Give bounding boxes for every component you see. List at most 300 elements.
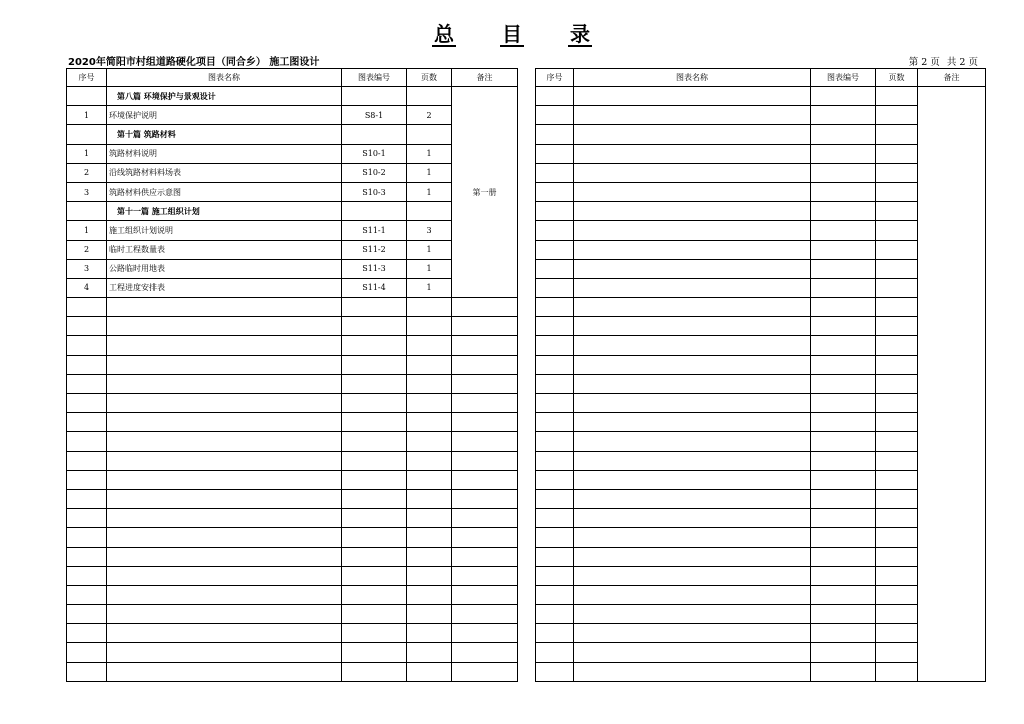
empty-cell bbox=[407, 547, 452, 566]
empty-cell bbox=[107, 451, 342, 470]
empty-cell bbox=[67, 374, 107, 393]
empty-cell bbox=[876, 163, 918, 182]
empty-cell bbox=[811, 566, 876, 585]
code-cell: S10-1 bbox=[342, 144, 407, 163]
empty-cell bbox=[342, 585, 407, 604]
empty-cell bbox=[574, 355, 811, 374]
empty-cell bbox=[452, 355, 518, 374]
code-cell bbox=[342, 202, 407, 221]
table-row bbox=[67, 605, 518, 624]
empty-cell bbox=[452, 489, 518, 508]
empty-cell bbox=[407, 355, 452, 374]
table-row bbox=[67, 278, 518, 297]
empty-cell bbox=[536, 624, 574, 643]
table-row bbox=[67, 240, 518, 259]
empty-cell bbox=[876, 144, 918, 163]
table-row bbox=[67, 547, 518, 566]
empty-cell bbox=[342, 662, 407, 681]
empty-cell bbox=[452, 470, 518, 489]
empty-cell bbox=[574, 509, 811, 528]
header-name: 图表名称 bbox=[107, 69, 342, 87]
empty-cell bbox=[876, 451, 918, 470]
empty-cell bbox=[342, 336, 407, 355]
empty-cell bbox=[342, 298, 407, 317]
empty-cell bbox=[407, 317, 452, 336]
empty-cell bbox=[574, 489, 811, 508]
empty-cell bbox=[107, 547, 342, 566]
empty-cell bbox=[574, 87, 811, 106]
empty-cell bbox=[876, 106, 918, 125]
empty-cell bbox=[536, 643, 574, 662]
empty-cell bbox=[107, 624, 342, 643]
section-title: 第十一篇 施工组织计划 bbox=[107, 202, 342, 221]
empty-cell bbox=[876, 413, 918, 432]
empty-cell bbox=[67, 566, 107, 585]
empty-cell bbox=[876, 87, 918, 106]
table-row bbox=[67, 317, 518, 336]
empty-cell bbox=[342, 451, 407, 470]
pages-cell: 1 bbox=[407, 259, 452, 278]
empty-cell bbox=[67, 336, 107, 355]
table-row bbox=[67, 470, 518, 489]
table-row bbox=[67, 451, 518, 470]
code-cell: S10-3 bbox=[342, 182, 407, 201]
empty-cell bbox=[67, 547, 107, 566]
empty-cell bbox=[876, 547, 918, 566]
empty-cell bbox=[876, 662, 918, 681]
empty-cell bbox=[452, 585, 518, 604]
empty-cell bbox=[107, 374, 342, 393]
empty-cell bbox=[107, 566, 342, 585]
empty-cell bbox=[811, 547, 876, 566]
name-cell: 施工组织计划说明 bbox=[107, 221, 342, 240]
empty-cell bbox=[811, 182, 876, 201]
empty-cell bbox=[574, 336, 811, 355]
empty-cell bbox=[536, 394, 574, 413]
empty-cell bbox=[574, 394, 811, 413]
seq-cell: 1 bbox=[67, 221, 107, 240]
empty-cell bbox=[536, 240, 574, 259]
table-row bbox=[67, 144, 518, 163]
empty-cell bbox=[876, 221, 918, 240]
empty-cell bbox=[811, 278, 876, 297]
code-cell: S11-4 bbox=[342, 278, 407, 297]
empty-cell bbox=[536, 298, 574, 317]
empty-cell bbox=[536, 87, 574, 106]
empty-cell bbox=[536, 432, 574, 451]
empty-cell bbox=[342, 643, 407, 662]
empty-cell bbox=[876, 374, 918, 393]
empty-cell bbox=[342, 394, 407, 413]
empty-cell bbox=[407, 489, 452, 508]
seq-cell bbox=[67, 87, 107, 106]
empty-cell bbox=[574, 144, 811, 163]
empty-cell bbox=[811, 317, 876, 336]
seq-cell: 4 bbox=[67, 278, 107, 297]
code-cell: S11-1 bbox=[342, 221, 407, 240]
empty-cell bbox=[407, 413, 452, 432]
seq-cell: 3 bbox=[67, 259, 107, 278]
empty-cell bbox=[67, 355, 107, 374]
empty-cell bbox=[342, 509, 407, 528]
empty-cell bbox=[107, 662, 342, 681]
empty-cell bbox=[107, 470, 342, 489]
empty-cell bbox=[107, 528, 342, 547]
empty-cell bbox=[67, 432, 107, 451]
empty-cell bbox=[536, 566, 574, 585]
header-code: 图表编号 bbox=[342, 69, 407, 87]
empty-cell bbox=[811, 451, 876, 470]
table-row bbox=[67, 202, 518, 221]
empty-cell bbox=[574, 221, 811, 240]
empty-cell bbox=[67, 413, 107, 432]
title-char: 总 bbox=[434, 22, 454, 46]
empty-cell bbox=[342, 566, 407, 585]
empty-cell bbox=[574, 643, 811, 662]
remark-cell: 第一册 bbox=[452, 87, 518, 298]
empty-cell bbox=[811, 585, 876, 604]
empty-cell bbox=[876, 624, 918, 643]
name-cell: 公路临时用地表 bbox=[107, 259, 342, 278]
empty-cell bbox=[452, 374, 518, 393]
empty-cell bbox=[536, 163, 574, 182]
empty-cell bbox=[811, 202, 876, 221]
empty-cell bbox=[407, 374, 452, 393]
empty-cell bbox=[107, 355, 342, 374]
table-row bbox=[67, 106, 518, 125]
empty-cell bbox=[342, 355, 407, 374]
empty-cell bbox=[407, 528, 452, 547]
empty-cell bbox=[536, 470, 574, 489]
empty-cell bbox=[536, 355, 574, 374]
empty-cell bbox=[342, 605, 407, 624]
empty-cell bbox=[452, 566, 518, 585]
table-row bbox=[67, 585, 518, 604]
empty-cell bbox=[107, 394, 342, 413]
empty-cell bbox=[811, 163, 876, 182]
empty-cell bbox=[67, 585, 107, 604]
empty-cell bbox=[452, 624, 518, 643]
empty-cell bbox=[574, 470, 811, 489]
empty-cell bbox=[876, 585, 918, 604]
empty-cell bbox=[452, 317, 518, 336]
empty-cell bbox=[536, 374, 574, 393]
catalog-table-right bbox=[535, 68, 986, 682]
empty-cell bbox=[342, 470, 407, 489]
empty-cell bbox=[574, 163, 811, 182]
table-row bbox=[67, 489, 518, 508]
code-cell bbox=[342, 87, 407, 106]
empty-cell bbox=[452, 394, 518, 413]
seq-cell: 3 bbox=[67, 182, 107, 201]
empty-cell bbox=[811, 144, 876, 163]
empty-cell bbox=[407, 509, 452, 528]
code-cell: S8-1 bbox=[342, 106, 407, 125]
empty-cell bbox=[342, 374, 407, 393]
table-row bbox=[67, 643, 518, 662]
project-title: 2020年简阳市村组道路硬化项目（同合乡） 施工图设计 bbox=[68, 57, 320, 68]
empty-cell bbox=[536, 585, 574, 604]
name-cell: 筑路材料说明 bbox=[107, 144, 342, 163]
empty-cell bbox=[452, 451, 518, 470]
pages-cell: 1 bbox=[407, 163, 452, 182]
pages-cell bbox=[407, 202, 452, 221]
empty-cell bbox=[811, 374, 876, 393]
empty-cell bbox=[876, 298, 918, 317]
code-cell: S10-2 bbox=[342, 163, 407, 182]
empty-cell bbox=[407, 432, 452, 451]
pages-cell: 2 bbox=[407, 106, 452, 125]
table-row bbox=[67, 355, 518, 374]
table-row bbox=[67, 87, 518, 106]
empty-cell bbox=[107, 317, 342, 336]
empty-cell bbox=[452, 413, 518, 432]
empty-cell bbox=[811, 106, 876, 125]
empty-cell bbox=[574, 624, 811, 643]
empty-cell bbox=[811, 605, 876, 624]
empty-cell bbox=[342, 624, 407, 643]
empty-cell bbox=[107, 509, 342, 528]
header-remark: 备注 bbox=[918, 69, 986, 87]
empty-cell bbox=[452, 509, 518, 528]
empty-cell bbox=[574, 585, 811, 604]
empty-cell bbox=[876, 202, 918, 221]
empty-cell bbox=[811, 240, 876, 259]
empty-cell bbox=[536, 202, 574, 221]
empty-cell bbox=[67, 605, 107, 624]
pages-cell: 1 bbox=[407, 240, 452, 259]
empty-cell bbox=[811, 662, 876, 681]
section-title: 第八篇 环境保护与景观设计 bbox=[107, 87, 342, 106]
code-cell: S11-2 bbox=[342, 240, 407, 259]
table-header-row bbox=[536, 69, 986, 87]
document-title bbox=[0, 22, 1024, 47]
empty-cell bbox=[536, 509, 574, 528]
empty-cell bbox=[876, 182, 918, 201]
empty-cell bbox=[407, 585, 452, 604]
empty-cell bbox=[811, 509, 876, 528]
empty-cell bbox=[452, 336, 518, 355]
empty-cell bbox=[536, 106, 574, 125]
header-seq: 序号 bbox=[67, 69, 107, 87]
empty-cell bbox=[876, 528, 918, 547]
empty-cell bbox=[107, 489, 342, 508]
header-remark: 备注 bbox=[452, 69, 518, 87]
empty-cell bbox=[574, 240, 811, 259]
empty-cell bbox=[452, 605, 518, 624]
empty-cell bbox=[574, 106, 811, 125]
section-title: 第十篇 筑路材料 bbox=[107, 125, 342, 144]
empty-cell bbox=[407, 394, 452, 413]
empty-cell bbox=[811, 643, 876, 662]
table-row bbox=[67, 394, 518, 413]
empty-cell bbox=[67, 489, 107, 508]
table-row bbox=[67, 566, 518, 585]
title-char: 目 bbox=[502, 22, 522, 46]
seq-cell: 1 bbox=[67, 144, 107, 163]
empty-cell bbox=[811, 470, 876, 489]
pages-cell bbox=[407, 125, 452, 144]
page-total: 共 2 页 bbox=[946, 57, 978, 68]
empty-cell bbox=[574, 547, 811, 566]
empty-cell bbox=[574, 374, 811, 393]
empty-cell bbox=[67, 528, 107, 547]
table-row bbox=[67, 163, 518, 182]
empty-cell bbox=[107, 605, 342, 624]
remark-cell bbox=[918, 87, 986, 682]
empty-cell bbox=[876, 336, 918, 355]
empty-cell bbox=[536, 259, 574, 278]
pages-cell bbox=[407, 87, 452, 106]
empty-cell bbox=[536, 278, 574, 297]
empty-cell bbox=[536, 144, 574, 163]
table-row bbox=[67, 336, 518, 355]
empty-cell bbox=[876, 489, 918, 508]
pages-cell: 3 bbox=[407, 221, 452, 240]
empty-cell bbox=[876, 278, 918, 297]
title-char: 录 bbox=[570, 22, 590, 46]
empty-cell bbox=[67, 624, 107, 643]
table-row bbox=[67, 298, 518, 317]
empty-cell bbox=[811, 259, 876, 278]
empty-cell bbox=[811, 355, 876, 374]
empty-cell bbox=[342, 432, 407, 451]
empty-cell bbox=[536, 125, 574, 144]
empty-cell bbox=[811, 528, 876, 547]
table-row bbox=[67, 182, 518, 201]
table-row bbox=[67, 662, 518, 681]
empty-cell bbox=[811, 432, 876, 451]
empty-cell bbox=[876, 394, 918, 413]
empty-cell bbox=[574, 432, 811, 451]
empty-cell bbox=[407, 566, 452, 585]
page-info bbox=[905, 54, 978, 68]
empty-cell bbox=[876, 355, 918, 374]
empty-cell bbox=[536, 413, 574, 432]
empty-cell bbox=[107, 336, 342, 355]
empty-cell bbox=[536, 662, 574, 681]
table-row bbox=[67, 374, 518, 393]
seq-cell: 2 bbox=[67, 240, 107, 259]
empty-cell bbox=[876, 509, 918, 528]
empty-cell bbox=[876, 470, 918, 489]
empty-cell bbox=[574, 413, 811, 432]
empty-cell bbox=[67, 394, 107, 413]
empty-cell bbox=[452, 643, 518, 662]
empty-cell bbox=[536, 317, 574, 336]
table-row bbox=[67, 259, 518, 278]
table-row bbox=[67, 528, 518, 547]
seq-cell: 2 bbox=[67, 163, 107, 182]
name-cell: 工程进度安排表 bbox=[107, 278, 342, 297]
name-cell: 临时工程数量表 bbox=[107, 240, 342, 259]
header-pages: 页数 bbox=[876, 69, 918, 87]
empty-cell bbox=[574, 528, 811, 547]
empty-cell bbox=[811, 394, 876, 413]
empty-cell bbox=[876, 125, 918, 144]
empty-cell bbox=[452, 528, 518, 547]
empty-cell bbox=[574, 298, 811, 317]
empty-cell bbox=[536, 528, 574, 547]
empty-cell bbox=[876, 605, 918, 624]
empty-cell bbox=[407, 643, 452, 662]
header-pages: 页数 bbox=[407, 69, 452, 87]
empty-cell bbox=[811, 221, 876, 240]
header-seq: 序号 bbox=[536, 69, 574, 87]
pages-cell: 1 bbox=[407, 144, 452, 163]
table-row bbox=[67, 432, 518, 451]
seq-cell bbox=[67, 202, 107, 221]
empty-cell bbox=[876, 317, 918, 336]
seq-cell bbox=[67, 125, 107, 144]
empty-cell bbox=[811, 489, 876, 508]
empty-cell bbox=[67, 317, 107, 336]
empty-cell bbox=[536, 336, 574, 355]
header-code: 图表编号 bbox=[811, 69, 876, 87]
empty-cell bbox=[811, 413, 876, 432]
empty-cell bbox=[107, 585, 342, 604]
empty-cell bbox=[574, 605, 811, 624]
empty-cell bbox=[574, 259, 811, 278]
empty-cell bbox=[407, 298, 452, 317]
table-header-row bbox=[67, 69, 518, 87]
table-row bbox=[67, 509, 518, 528]
empty-cell bbox=[342, 547, 407, 566]
name-cell: 筑路材料供应示意图 bbox=[107, 182, 342, 201]
empty-cell bbox=[811, 336, 876, 355]
empty-cell bbox=[811, 87, 876, 106]
seq-cell: 1 bbox=[67, 106, 107, 125]
empty-cell bbox=[811, 624, 876, 643]
empty-cell bbox=[876, 240, 918, 259]
table-row bbox=[536, 87, 986, 106]
empty-cell bbox=[452, 432, 518, 451]
empty-cell bbox=[574, 317, 811, 336]
empty-cell bbox=[107, 413, 342, 432]
table-row bbox=[67, 125, 518, 144]
empty-cell bbox=[107, 298, 342, 317]
empty-cell bbox=[407, 336, 452, 355]
empty-cell bbox=[536, 547, 574, 566]
empty-cell bbox=[67, 509, 107, 528]
empty-cell bbox=[876, 259, 918, 278]
empty-cell bbox=[574, 566, 811, 585]
empty-cell bbox=[107, 643, 342, 662]
pages-cell: 1 bbox=[407, 278, 452, 297]
table-row bbox=[67, 624, 518, 643]
empty-cell bbox=[574, 182, 811, 201]
empty-cell bbox=[107, 432, 342, 451]
empty-cell bbox=[407, 470, 452, 489]
table-row bbox=[67, 413, 518, 432]
empty-cell bbox=[67, 643, 107, 662]
empty-cell bbox=[574, 125, 811, 144]
empty-cell bbox=[67, 470, 107, 489]
empty-cell bbox=[67, 662, 107, 681]
table-row bbox=[67, 221, 518, 240]
empty-cell bbox=[407, 624, 452, 643]
name-cell: 环境保护说明 bbox=[107, 106, 342, 125]
empty-cell bbox=[452, 298, 518, 317]
empty-cell bbox=[407, 451, 452, 470]
empty-cell bbox=[811, 298, 876, 317]
header-name: 图表名称 bbox=[574, 69, 811, 87]
code-cell: S11-3 bbox=[342, 259, 407, 278]
empty-cell bbox=[536, 489, 574, 508]
empty-cell bbox=[811, 125, 876, 144]
empty-cell bbox=[876, 432, 918, 451]
empty-cell bbox=[574, 662, 811, 681]
